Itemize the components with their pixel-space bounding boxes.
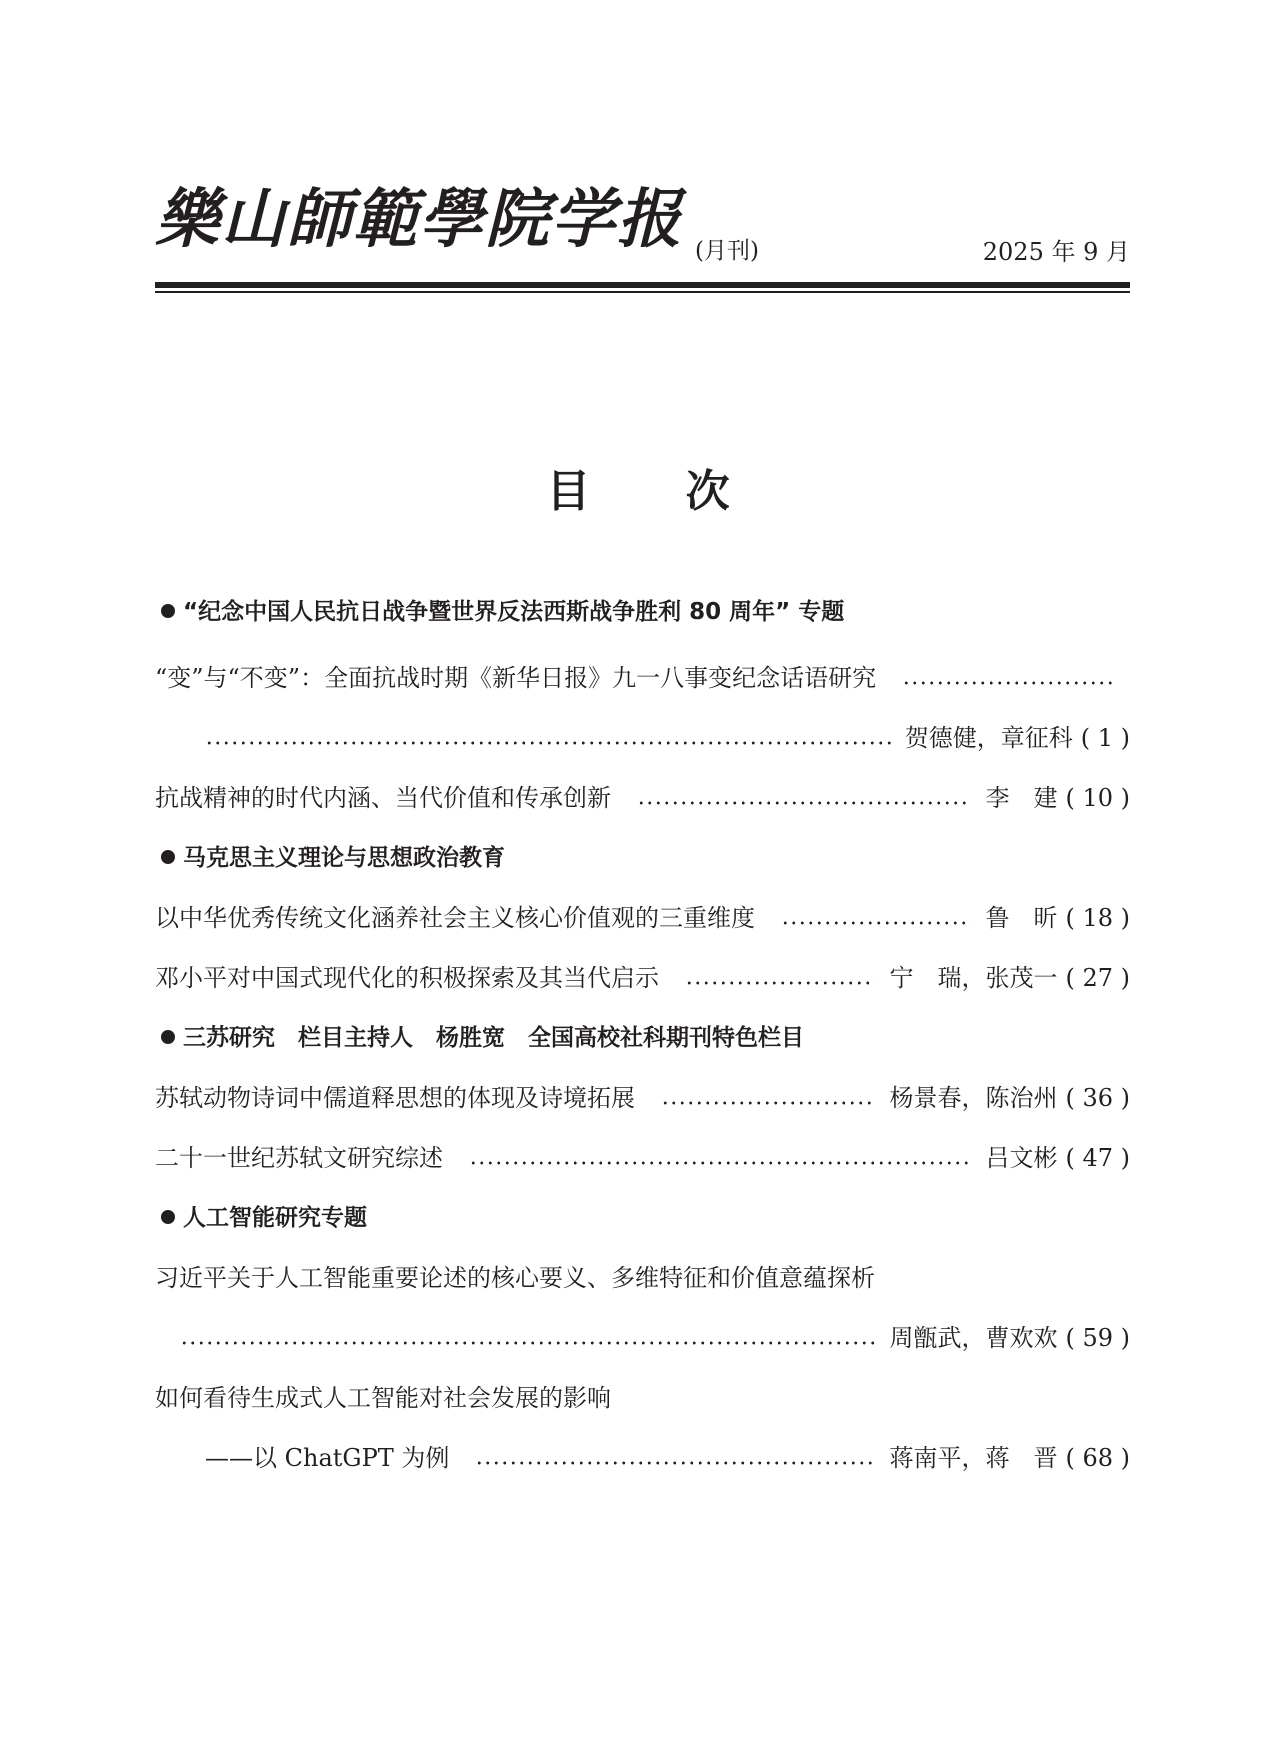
article-title: 习近平关于人工智能重要论述的核心要义、多维特征和价值意蕴探析: [155, 1264, 875, 1292]
dot-leader: [637, 801, 971, 805]
section-heading: [155, 1018, 1130, 1058]
dot-leader: [180, 1341, 875, 1345]
section-title: 马克思主义理论与思想政治教育: [183, 845, 505, 871]
dot-leader: [781, 921, 971, 925]
dot-leader: [475, 1461, 875, 1465]
dot-leader: [205, 741, 891, 745]
article-title: 苏轼动物诗词中儒道释思想的体现及诗境拓展: [155, 1084, 635, 1112]
toc-entry[interactable]: [155, 1378, 1130, 1418]
article-page: ( 18 ): [1065, 904, 1130, 932]
toc-entry[interactable]: [155, 958, 1130, 998]
article-title: “变”与“不变”：全面抗战时期《新华日报》九一八事变纪念话语研究: [155, 664, 877, 692]
bullet-icon: [161, 850, 175, 864]
article-title: 如何看待生成式人工智能对社会发展的影响: [155, 1384, 611, 1412]
article-authors: 吕文彬: [985, 1144, 1058, 1172]
article-page: ( 68 ): [1065, 1444, 1130, 1472]
section-heading: [155, 838, 1130, 878]
toc-entry[interactable]: [155, 778, 1130, 818]
article-page: ( 10 ): [1065, 784, 1130, 812]
article-page: ( 36 ): [1065, 1084, 1130, 1112]
journal-frequency: (月刊): [695, 238, 759, 264]
section-title: “纪念中国人民抗日战争暨世界反法西斯战争胜利 80 周年” 专题: [183, 599, 845, 625]
article-page: ( 59 ): [1065, 1324, 1130, 1352]
dot-leader: [469, 1161, 971, 1165]
dot-leader: [902, 681, 1116, 685]
toc-entry-continuation[interactable]: [155, 718, 1130, 758]
journal-title: 樂山師範學院学报: [155, 182, 683, 257]
article-page: ( 47 ): [1065, 1144, 1130, 1172]
masthead: [155, 180, 1130, 290]
bullet-icon: [161, 604, 175, 618]
article-title: 以中华优秀传统文化涵养社会主义核心价值观的三重维度: [155, 904, 755, 932]
bullet-icon: [161, 1030, 175, 1044]
article-authors: 宁 瑞，张茂一: [889, 964, 1058, 992]
toc-entry[interactable]: [155, 658, 1130, 698]
article-authors: 杨景春，陈治州: [889, 1084, 1058, 1112]
article-authors: 贺德健，章征科: [904, 724, 1073, 752]
issue-date: 2025 年 9 月: [982, 238, 1130, 266]
article-title: 抗战精神的时代内涵、当代价值和传承创新: [155, 784, 611, 812]
article-authors: 李 建: [985, 784, 1058, 812]
toc-entry-continuation[interactable]: [155, 1438, 1130, 1478]
article-authors: 蒋南平，蒋 晋: [889, 1444, 1058, 1472]
masthead-rule-thin: [155, 291, 1130, 293]
toc-heading: 目 次: [546, 466, 770, 517]
article-title: 邓小平对中国式现代化的积极探索及其当代启示: [155, 964, 659, 992]
section-title: 三苏研究 栏目主持人 杨胜宽 全国高校社科期刊特色栏目: [183, 1025, 804, 1051]
bullet-icon: [161, 1210, 175, 1224]
article-title: 二十一世纪苏轼文研究综述: [155, 1144, 443, 1172]
article-subtitle: ——以 ChatGPT 为例: [205, 1444, 450, 1472]
toc-entry[interactable]: [155, 1078, 1130, 1118]
dot-leader: [661, 1101, 875, 1105]
toc-entry[interactable]: [155, 898, 1130, 938]
section-title: 人工智能研究专题: [183, 1205, 367, 1231]
article-authors: 鲁 昕: [985, 904, 1058, 932]
toc-entry[interactable]: [155, 1138, 1130, 1178]
section-heading: [155, 592, 1130, 632]
article-authors: 周甑武，曹欢欢: [889, 1324, 1058, 1352]
toc-entry-continuation[interactable]: [155, 1318, 1130, 1358]
masthead-rule-thick: [155, 282, 1130, 288]
section-heading: [155, 1198, 1130, 1238]
article-page: ( 27 ): [1065, 964, 1130, 992]
article-page: ( 1 ): [1080, 724, 1130, 752]
toc-entry[interactable]: [155, 1258, 1130, 1298]
dot-leader: [685, 981, 875, 985]
